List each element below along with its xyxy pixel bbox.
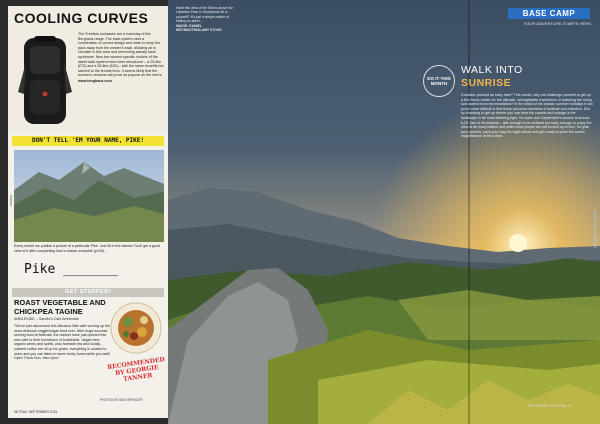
sunrise-photo-spread xyxy=(168,0,600,424)
pike-photo-credit: EMMER xyxy=(9,194,13,206)
sunrise-landscape-photo xyxy=(168,0,600,424)
right-page-footer: SEPTEMBER 2015 TRAIL 97 xyxy=(528,404,572,408)
base-camp-logo: BASE CAMP xyxy=(508,8,590,19)
pike-mountain-photo xyxy=(14,150,164,242)
base-camp-tagline: YOUR ADVENTURE STARTS HERE... xyxy=(523,22,595,26)
backpack-image xyxy=(14,32,76,128)
pike-body: Every month we publish a picture of a particular Pike. Just fill in the blanks! You'll get a good view of it after completing Jack's classic scramble (p100)... xyxy=(14,244,161,253)
cooling-curves-title: COOLING CURVES xyxy=(14,10,149,26)
recipe-location: AMBLESIDE – Gandhi's Café Ambleside xyxy=(14,317,79,321)
photo-caption-credit: IMAGE: DANIEL WEYMOUTH/ALAMY STOCK xyxy=(176,24,222,33)
recipe-photo-credit: PHOTOS BY MAX SPENCER xyxy=(100,398,143,402)
photo-caption: Want this view of the Sierra above the Llanberis Pass in Snowdonia all to yourself? It's just a simple matter of setting an alarm... IMAGE: DANIEL WEYMOUTH/ALAMY STOCK xyxy=(176,6,233,33)
get-stuffed-heading: GET STUFFED! xyxy=(12,288,164,297)
section-side-tag: BASE CAMP SEASON xyxy=(593,210,597,248)
tagine-plate-image xyxy=(110,302,162,354)
cooling-curves-box xyxy=(8,6,168,132)
pike-blank-label: Pike _______ xyxy=(24,262,118,277)
walk-title-line2: SUNRISE xyxy=(461,77,512,89)
recipe-body: "We've just discovered this fabulous little café serving up the most delicious veggie/vegan food ever. After huge success serving food at festivals, the owners have just opened this new café in their hometown of Ambleside. Vegan beer, organic wines and spirits, plus fairtrade tea and locally-roasted coffee are all up for grabs, everything is cooked to order and you can listen to some funky tunes while you wait! Open Thurs-Sun, 9am-4pm." xyxy=(14,324,110,361)
cooling-curves-body: The Freeflow rucksacks are a mainstay of the Berghaus range. The back system uses a combination of curved design and mesh to keep the pack away from the wearer's back, allowing air to circulate in this area and preventing sweaty back syndrome. New two women specific models of the latest back system have been introduced – a 20-litre (£70) and a 35-litre (£90) – with the same benefits but tailored to the female form. It seems likely that the women's versions will prove as popular as the men's. www.berghaus.com xyxy=(78,32,164,83)
left-page xyxy=(8,6,168,418)
recommended-stamp: RECOMMENDED BY GEORGIE TANNER xyxy=(106,356,166,383)
berghaus-link[interactable]: www.berghaus.com xyxy=(78,78,112,83)
walk-body: Consider yourself an early riser? This month, why not challenge yourself to get up a few hours earlier for the ultimate, unforgettable experience of watching the rising sun ascend from the mountains? In the midst of the chaotic summer holidays it can prove more difficult to find those precious moments of solitude and reflection. But by choosing to get up before you can beat the crowds and indulge in the landscape in its most flattering light. It's warm and September's sunrise is around 6.30-7am in Snowdonia – late enough to be civilised but early enough to enjoy the view at its most pristine and while most people are still tucked up in bed. So grab your camera, pack your bag the night before and get ready to greet the scenic magnificence at first strive... xyxy=(461,93,593,139)
do-it-this-month-badge: DO IT THIS MONTH xyxy=(423,65,455,97)
left-page-footer: 96 TRAIL SEPTEMBER 2015 xyxy=(14,410,58,414)
pike-heading: DON'T TELL 'EM YOUR NAME, PIKE! xyxy=(12,136,164,146)
walk-title-line1: WALK INTO xyxy=(461,64,523,76)
recipe-title: ROAST VEGETABLE AND CHICKPEA TAGINE xyxy=(14,298,106,316)
